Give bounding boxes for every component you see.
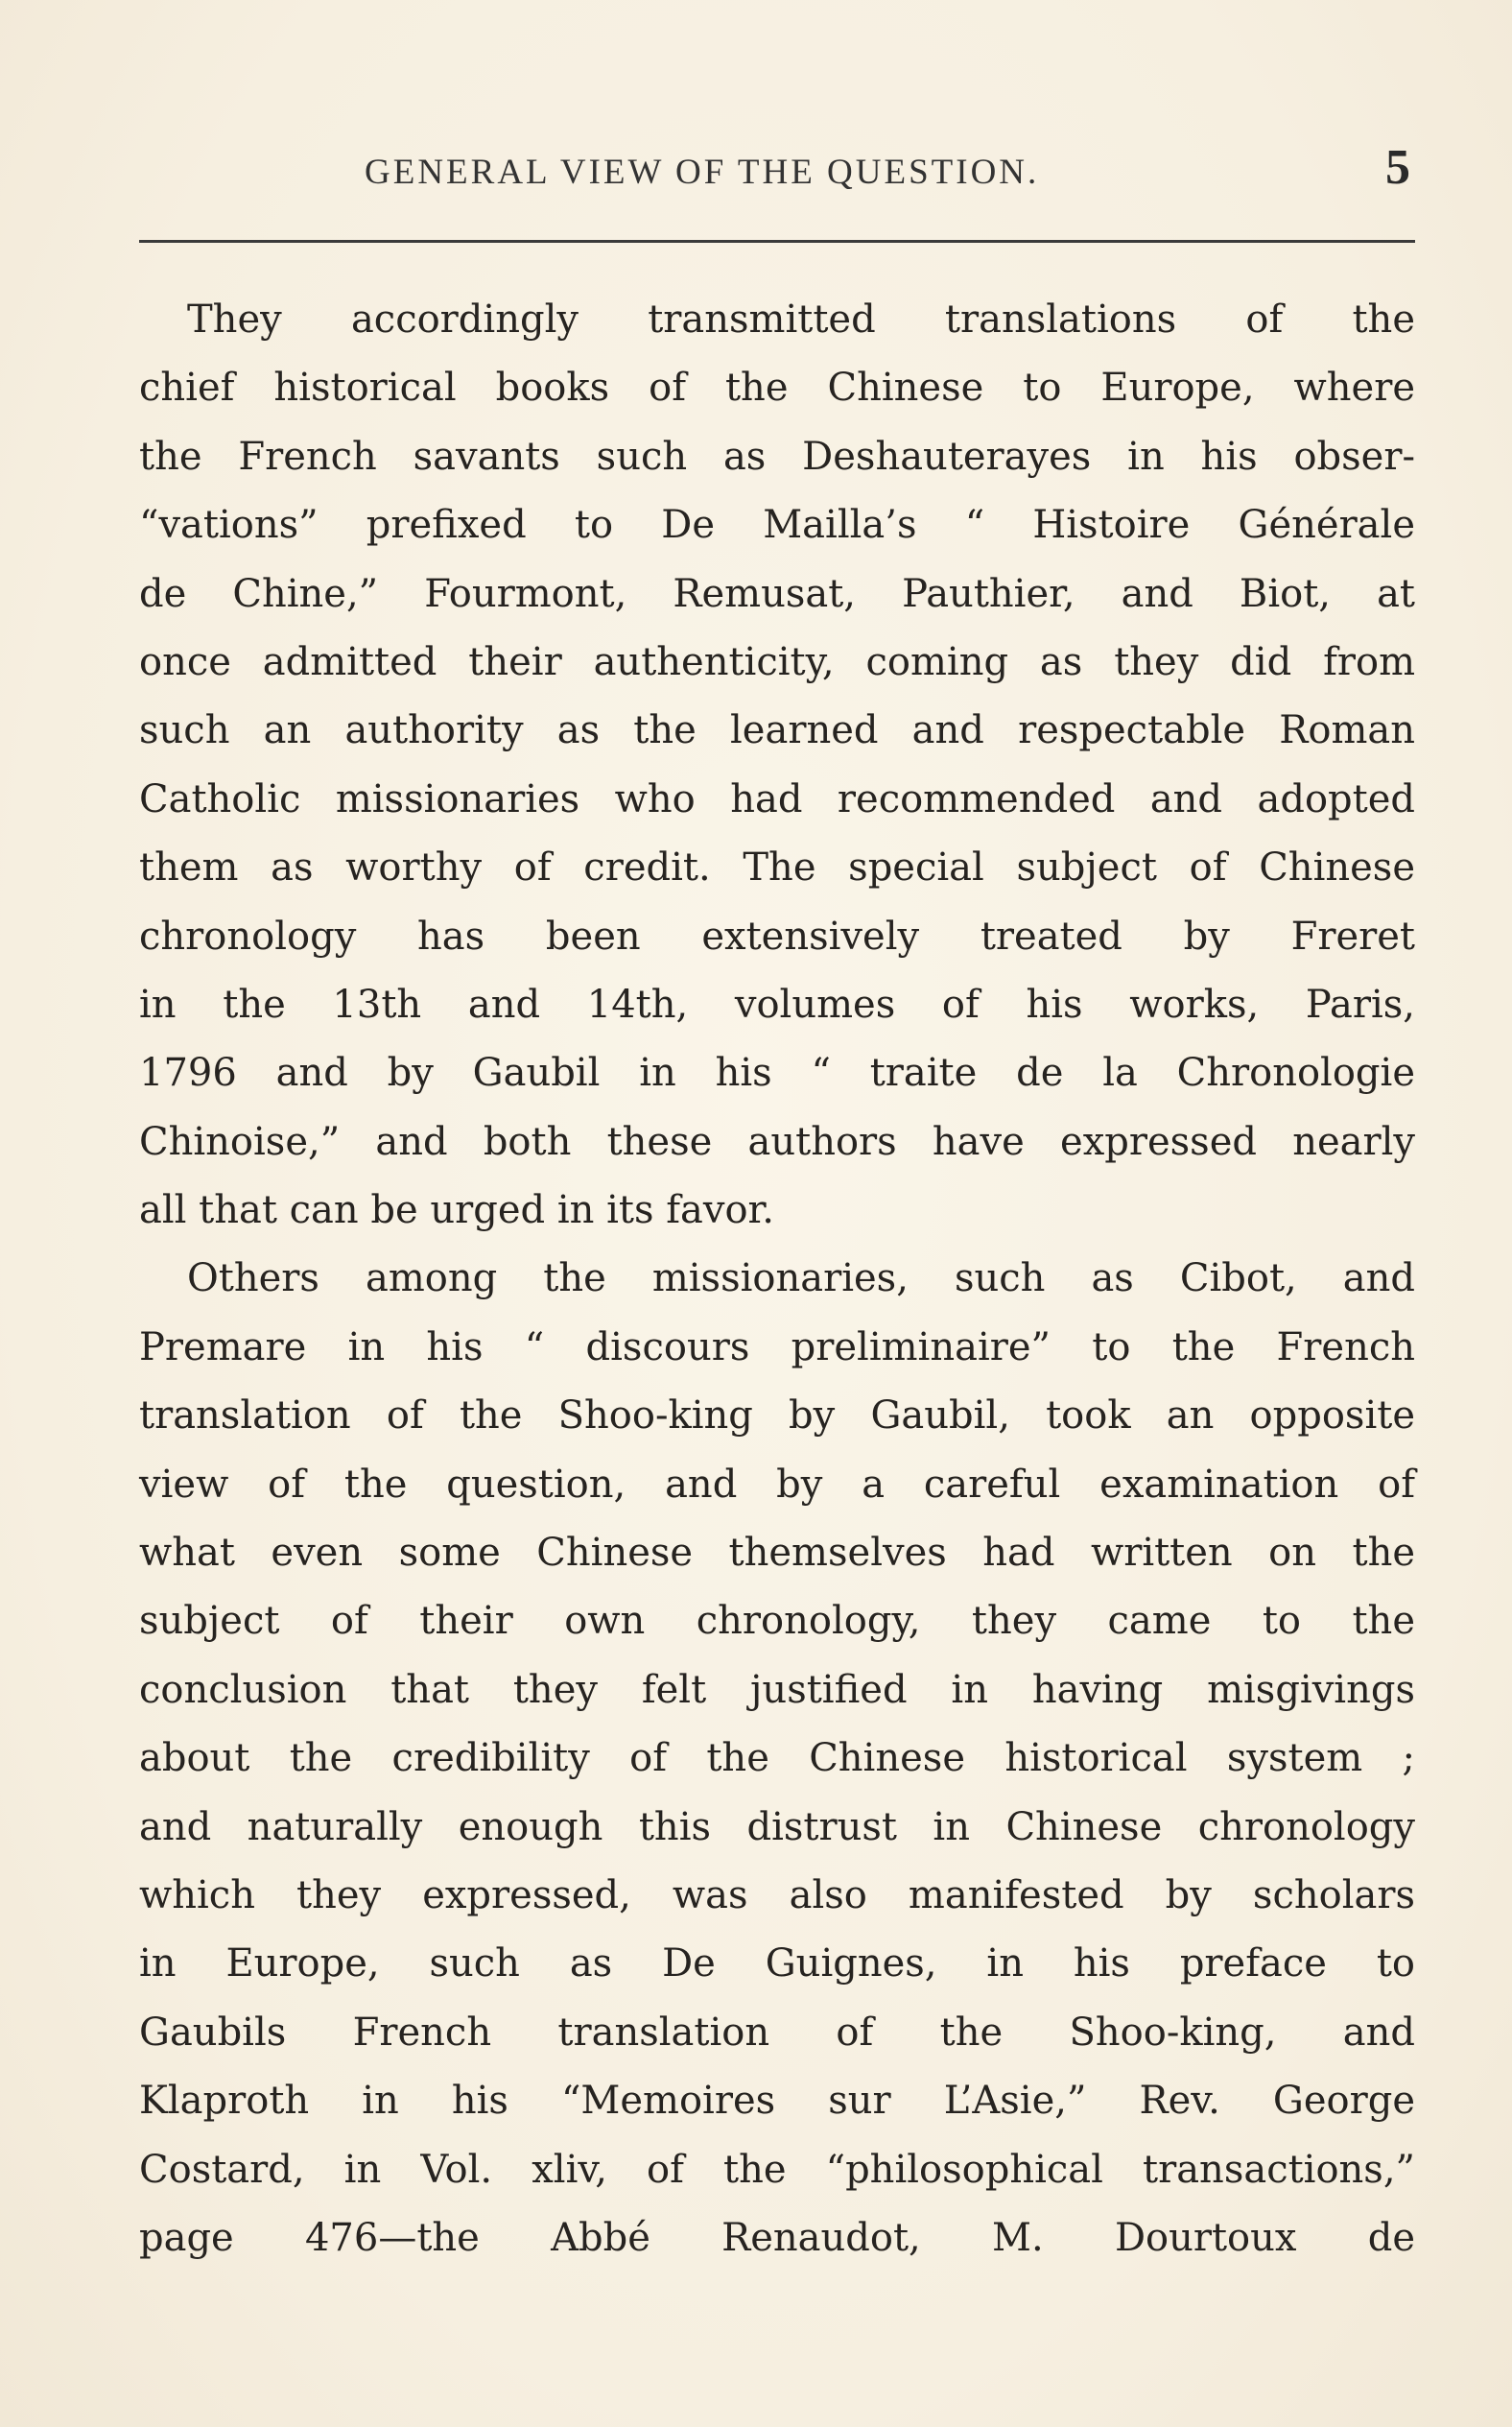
text-line: the French savants such as Deshauterayes in his obser- bbox=[139, 434, 1415, 479]
text-line: view of the question, and by a careful examination of bbox=[139, 1462, 1415, 1507]
text-line: all that can be urged in its favor. bbox=[139, 1188, 774, 1233]
text-line: Chinoise,” and both these authors have expressed nearly bbox=[139, 1119, 1415, 1164]
text-line: which they expressed, was also manifested by scholars bbox=[139, 1872, 1415, 1917]
header-rule bbox=[139, 240, 1415, 243]
text-line: them as worthy of credit. The special subject of Chinese bbox=[139, 845, 1415, 891]
text-line: once admitted their authenticity, coming as they did from bbox=[139, 639, 1415, 684]
text-line: page 476—the Abbé Renaudot, M. Dourtoux de bbox=[139, 2215, 1415, 2260]
text-line: They accordingly transmitted translations of the bbox=[187, 297, 1415, 342]
text-line: about the credibility of the Chinese historical system ; bbox=[139, 1736, 1415, 1781]
text-line: Catholic missionaries who had recommended and adopted bbox=[139, 776, 1415, 821]
text-line: Costard, in Vol. xliv, of the “philosophical transactions,” bbox=[139, 2147, 1415, 2192]
text-line: chief historical books of the Chinese to Europe, where bbox=[139, 366, 1415, 411]
text-line: Premare in his “ discours preliminaire” to the French bbox=[139, 1324, 1415, 1369]
text-line: Gaubils French translation of the Shoo-king, and bbox=[139, 2010, 1415, 2055]
text-line: subject of their own chronology, they came to the bbox=[139, 1599, 1415, 1644]
text-line: conclusion that they felt justified in having misgivings bbox=[139, 1667, 1415, 1712]
text-line: and naturally enough this distrust in Chinese chronology bbox=[139, 1804, 1415, 1849]
text-line: what even some Chinese themselves had written on the bbox=[139, 1531, 1415, 1576]
text-line: de Chine,” Fourmont, Remusat, Pauthier, and Biot, at bbox=[139, 571, 1415, 616]
text-line: in the 13th and 14th, volumes of his works, Paris, bbox=[139, 982, 1415, 1027]
text-line: 1796 and by Gaubil in his “ traite de la Chronologie bbox=[139, 1051, 1415, 1096]
body-text bbox=[139, 286, 1415, 2272]
text-line: translation of the Shoo-king by Gaubil, took an opposite bbox=[139, 1393, 1415, 1439]
text-line: in Europe, such as De Guignes, in his preface to bbox=[139, 1941, 1415, 1987]
text-line: Others among the missionaries, such as Cibot, and bbox=[187, 1256, 1415, 1301]
text-line: such an authority as the learned and respectable Roman bbox=[139, 708, 1415, 753]
text-line: “vations” prefixed to De Mailla’s “ Histoire Générale bbox=[139, 503, 1415, 548]
page-number: 5 bbox=[1385, 140, 1410, 195]
text-line: chronology has been extensively treated by Freret bbox=[139, 914, 1415, 959]
running-head: GENERAL VIEW OF THE QUESTION. bbox=[365, 153, 1040, 192]
text-line: Klaproth in his “Memoires sur L’Asie,” Rev. George bbox=[139, 2079, 1415, 2124]
